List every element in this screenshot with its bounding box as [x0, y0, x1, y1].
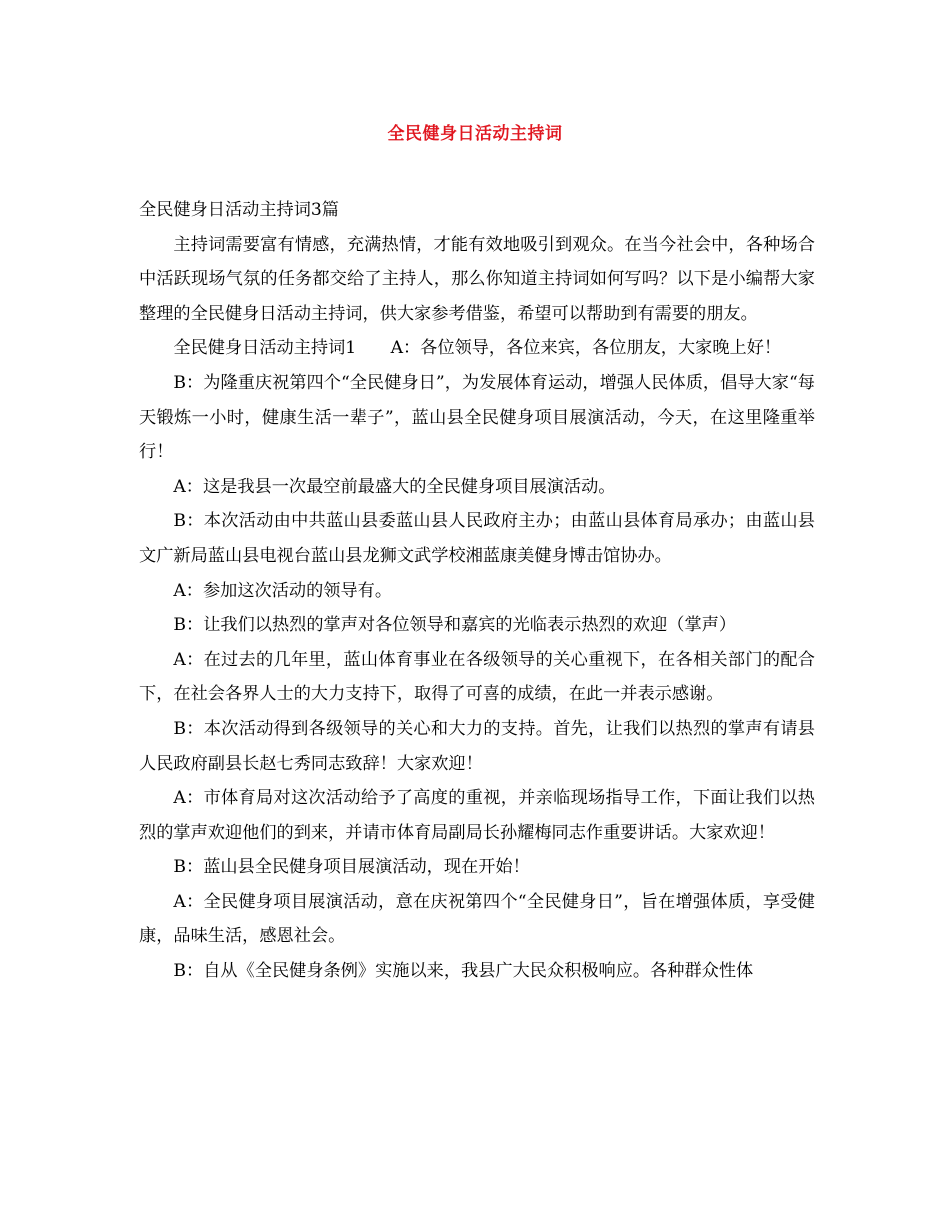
paragraph: A：在过去的几年里，蓝山体育事业在各级领导的关心重视下，在各相关部门的配合下，在社会各界人士的大力支持下，取得了可喜的成绩，在此一并表示感谢。 — [139, 649, 815, 705]
document-body — [139, 193, 815, 989]
paragraph: B：本次活动得到各级领导的关心和大力的支持。首先，让我们以热烈的掌声有请县人民政府副县长赵七秀同志致辞！大家欢迎！ — [139, 718, 815, 774]
document-title: 全民健身日活动主持词 — [387, 124, 563, 144]
paragraph: B：本次活动由中共蓝山县委蓝山县人民政府主办；由蓝山县体育局承办；由蓝山县文广新局蓝山县电视台蓝山县龙狮文武学校湘蓝康美健身博击馆协办。 — [139, 511, 815, 566]
paragraph-subtitle: 全民健身日活动主持词3篇 — [139, 200, 339, 220]
paragraph: B：蓝山县全民健身项目展演活动，现在开始！ — [173, 857, 530, 878]
paragraph: A：这是我县一次最空前最盛大的全民健身项目展演活动。 — [173, 476, 616, 497]
paragraph: 全民健身日活动主持词1 A：各位领导，各位来宾，各位朋友，大家晚上好！ — [173, 338, 782, 359]
paragraph: A：参加这次活动的领导有。 — [173, 580, 393, 601]
paragraph: 主持词需要富有情感，充满热情，才能有效地吸引到观众。在当今社会中，各种场合中活跃现场气氛的任务都交给了主持人，那么你知道主持词如何写吗？以下是小编帮大家整理的全民健身日活动主持词，供大家参考借鉴，希望可以帮助到有需要的朋友。 — [139, 234, 815, 324]
paragraph: A：全民健身项目展演活动，意在庆祝第四个“全民健身日”，旨在增强体质，享受健康，品味生活，感恩社会。 — [139, 891, 815, 947]
paragraph: B：自从《全民健身条例》实施以来，我县广大民众积极响应。各种群众性体 — [173, 961, 754, 982]
paragraph: A：市体育局对这次活动给予了高度的重视，并亲临现场指导工作，下面让我们以热烈的掌声欢迎他们的到来，并请市体育局副局长孙耀梅同志作重要讲话。大家欢迎！ — [139, 788, 815, 843]
paragraph: B：让我们以热烈的掌声对各位领导和嘉宾的光临表示热烈的欢迎（掌声） — [173, 615, 737, 636]
paragraph: B：为隆重庆祝第四个“全民健身日”，为发展体育运动，增强人民体质，倡导大家“每天锻炼一小时，健康生活一辈子”，蓝山县全民健身项目展演活动，今天，在这里隆重举行！ — [139, 372, 815, 463]
